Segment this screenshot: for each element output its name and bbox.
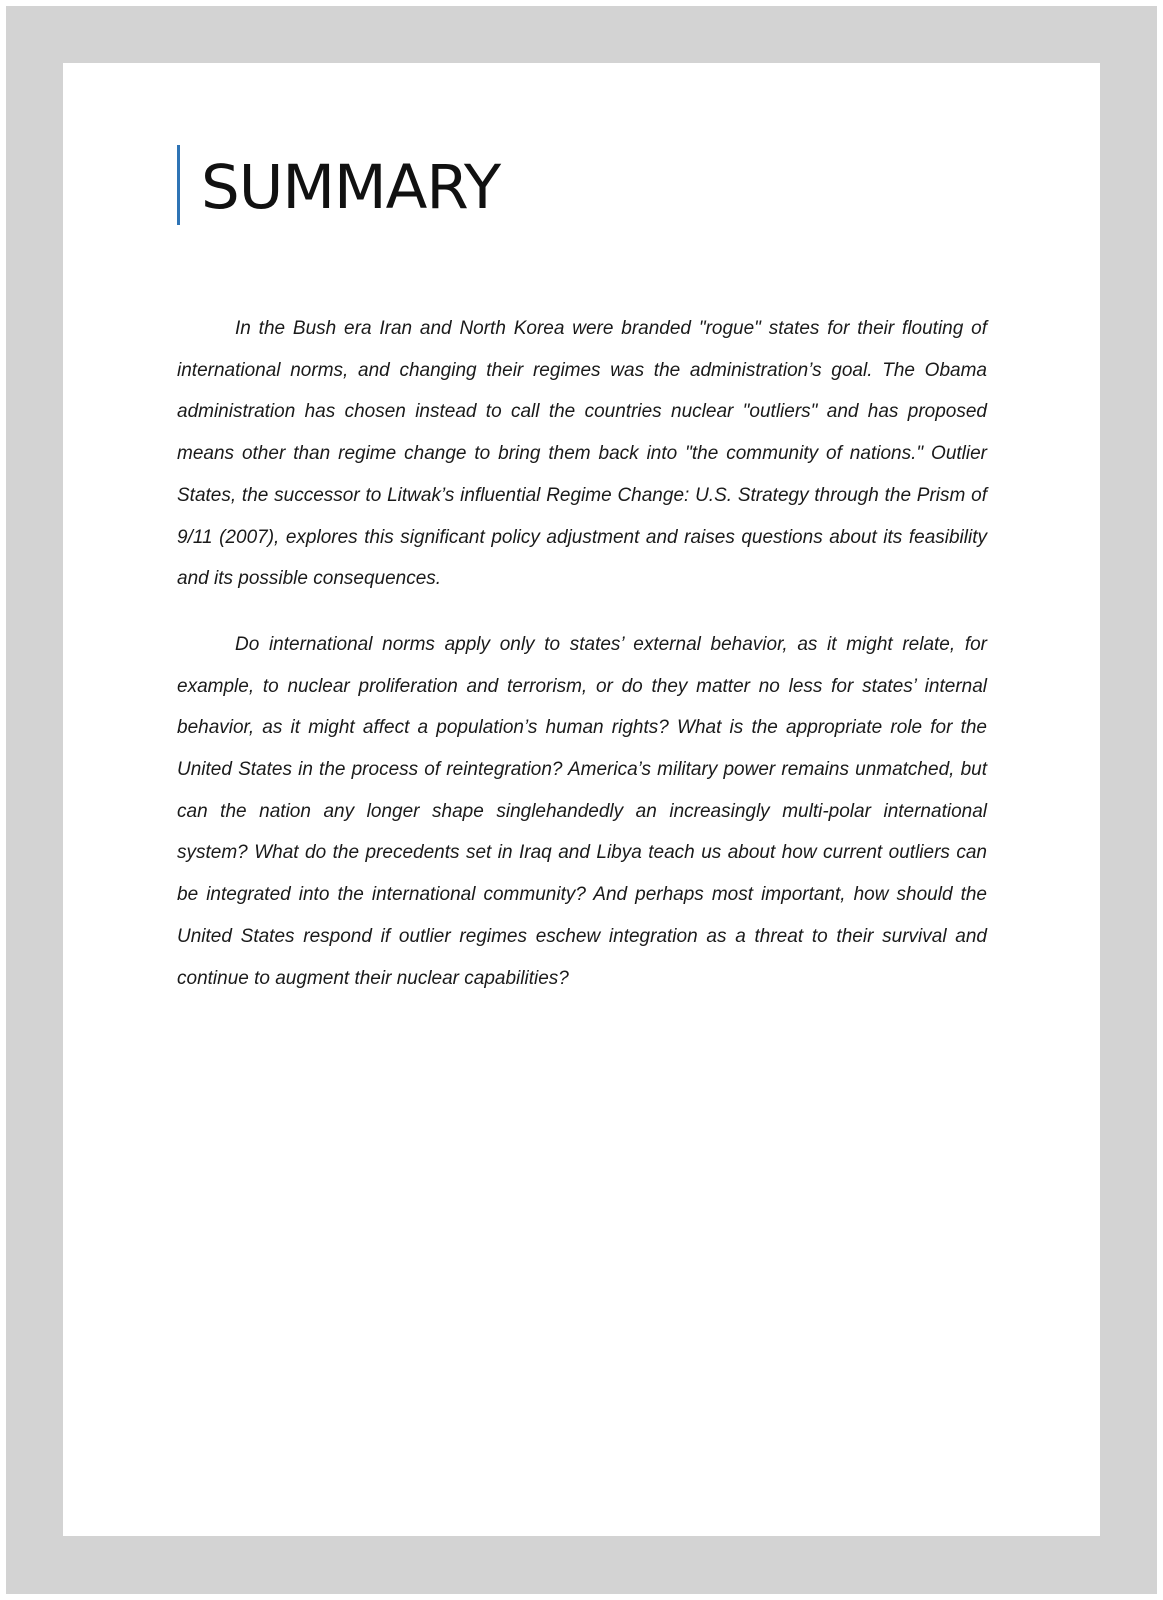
summary-paragraph-1: In the Bush era Iran and North Korea were branded "rogue" states for their flouting of international norms, and changing their regimes was the administration’s goal. The Obama administration has chosen instead to call the countries nuclear "outliers" and has proposed means other than regime change to bring them back into "the community of nations." Outlier States, the successor to Litwak’s influential Regime Change: U.S. Strategy through the Prism of 9/11 (2007), explores this significant policy adjustment and raises questions about its feasibility and its possible consequences. bbox=[177, 318, 987, 590]
page-title: SUMMARY bbox=[201, 151, 501, 223]
summary-body bbox=[177, 308, 987, 1023]
page-frame bbox=[6, 6, 1157, 1594]
summary-paragraph-2: Do international norms apply only to states’ external behavior, as it might relate, for example, to nuclear proliferation and terrorism, or do they matter no less for states’ internal behavior, as it might affect a population’s human rights? What is the appropriate role for the United States in the process of reintegration? America’s military power remains unmatched, but can the nation any longer shape singlehandedly an increasingly multi-polar international system? What do the precedents set in Iraq and Libya teach us about how current outliers can be integrated into the international community? And perhaps most important, how should the United States respond if outlier regimes eschew integration as a threat to their survival and continue to augment their nuclear capabilities? bbox=[177, 633, 987, 989]
heading-block bbox=[177, 145, 500, 225]
heading-accent-bar bbox=[177, 145, 180, 225]
document-page bbox=[63, 63, 1100, 1536]
